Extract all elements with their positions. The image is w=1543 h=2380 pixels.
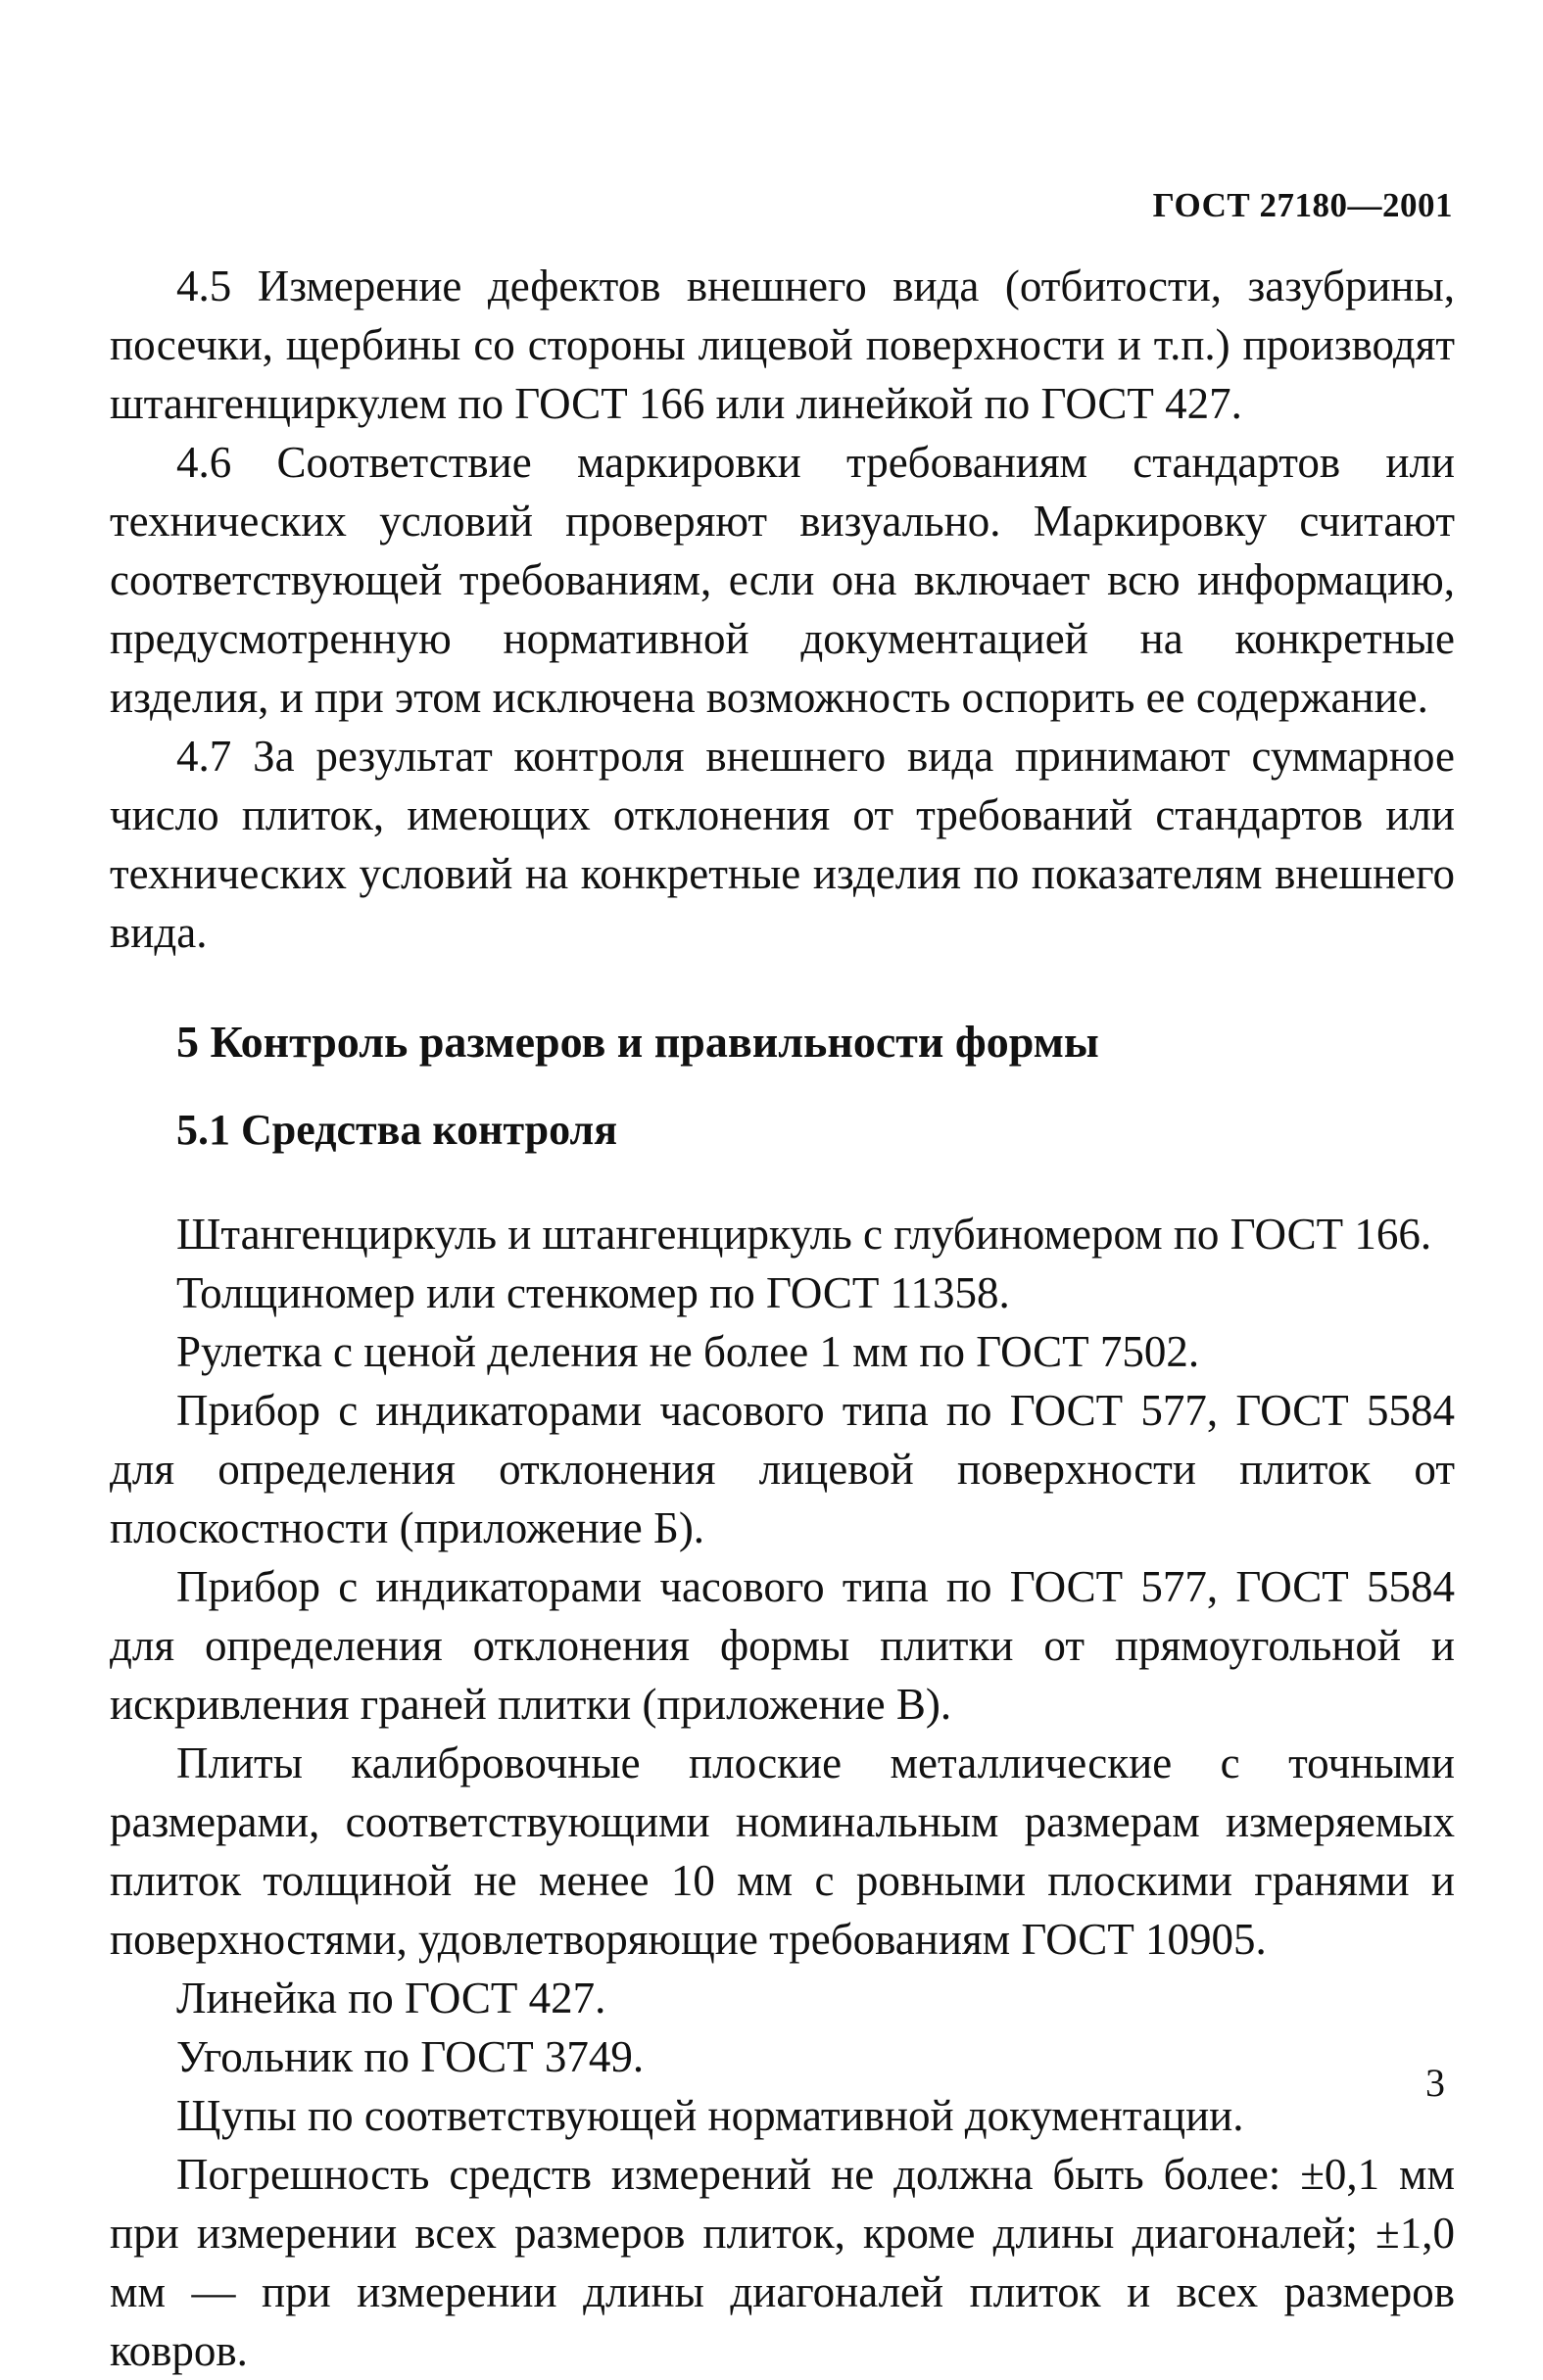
section-title: 5 Контроль размеров и правильности формы [176,1017,1099,1067]
paragraph-4-6: 4.6 Соответствие маркировки требованиям стандартов или технических условий проверяют визуально. Маркировку считают соответствующей требованиям, если она включает всю информацию, предусмотренную нормативной документацией на конкретные изделия, и при этом исключена возможность оспорить ее содержание. [110,438,1455,722]
paragraph: Толщиномер или стенкомер по ГОСТ 11358. [176,1268,1010,1317]
subsection-title: 5.1 Средства контроля [176,1106,618,1154]
paragraph: Линейка по ГОСТ 427. [176,1974,606,2023]
document-body [110,257,1455,2380]
paragraph: Погрешность средств измерений не должна быть более: ±0,1 мм при измерении всех размеров плиток, кроме длины диагоналей; ±1,0 мм — при измерении длины диагоналей плиток и всех размеров ковров. [110,2150,1455,2375]
paragraph: Штангенциркуль и штангенциркуль с глубиномером по ГОСТ 166. [176,1210,1432,1259]
paragraph: Прибор с индикаторами часового типа по ГОСТ 577, ГОСТ 5584 для определения отклонения лицевой поверхности плиток от плоскостности (приложение Б). [110,1386,1455,1552]
paragraph-4-5: 4.5 Измерение дефектов внешнего вида (отбитости, зазубрины, посечки, щербины со стороны лицевой поверхности и т.п.) производят штангенциркулем по ГОСТ 166 или линейкой по ГОСТ 427. [110,262,1455,428]
paragraph: Рулетка с ценой деления не более 1 мм по ГОСТ 7502. [176,1327,1200,1376]
paragraph: Прибор с индикаторами часового типа по ГОСТ 577, ГОСТ 5584 для определения отклонения формы плитки от прямоугольной и искривления граней плитки (приложение В). [110,1562,1455,1729]
paragraph-4-7: 4.7 За результат контроля внешнего вида принимают суммарное число плиток, имеющих отклонения от требований стандартов или технических условий на конкретные изделия по показателям внешнего вида. [110,732,1455,957]
paragraph: Угольник по ГОСТ 3749. [176,2032,645,2081]
page-number: 3 [1425,2061,1445,2105]
paragraph: Плиты калибровочные плоские металлические с точными размерами, соответствующими номинальным размерам измеряемых плиток толщиной не менее 10 мм с ровными плоскими гранями и поверхностями, удовлетворяющие требованиям ГОСТ 10905. [110,1738,1455,1964]
paragraph: Щупы по соответствующей нормативной документации. [176,2091,1244,2140]
document-code-header: ГОСТ 27180—2001 [1152,186,1453,224]
